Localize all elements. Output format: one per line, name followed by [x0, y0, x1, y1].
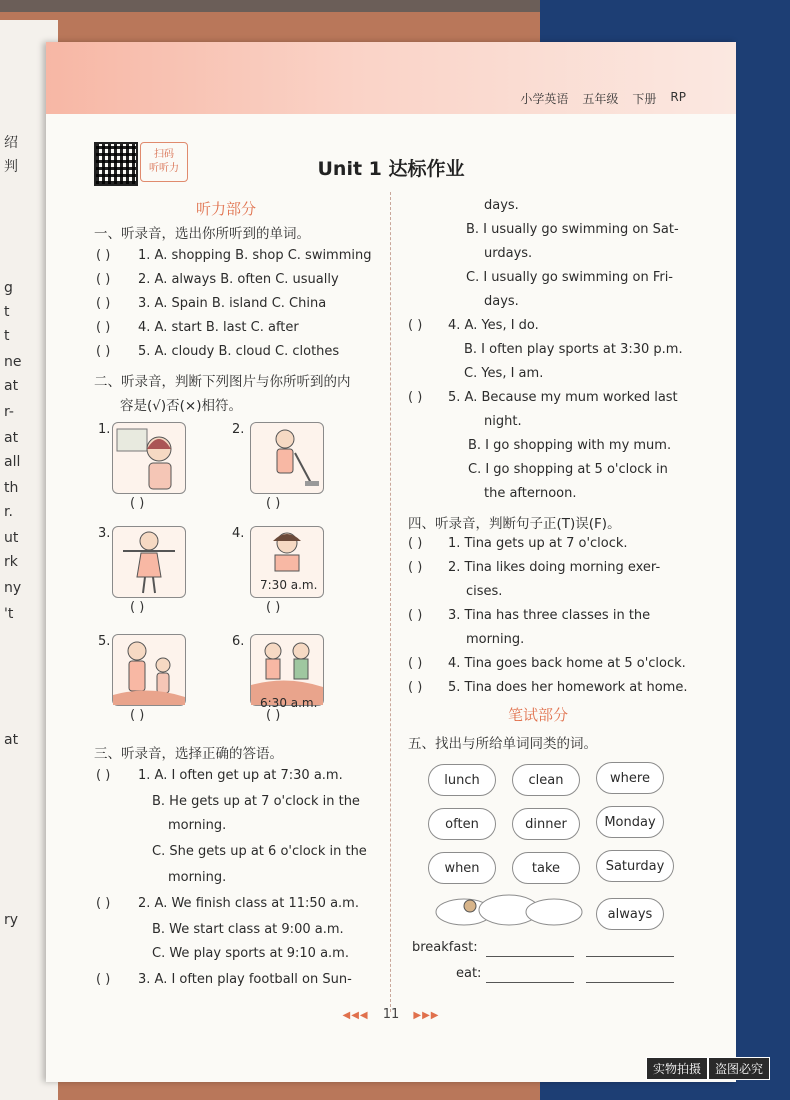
picture-teacher [112, 422, 186, 494]
sec4-line: morning. [466, 632, 525, 647]
answer-paren[interactable]: ( ) [408, 390, 423, 405]
answer-paren[interactable]: ( ) [130, 600, 145, 615]
picture-girl-mopping [250, 422, 324, 494]
left-fragment: at [4, 732, 19, 748]
two-kids-illustration [251, 635, 323, 705]
answer-paren[interactable]: ( ) [408, 536, 423, 551]
left-fragment: all [4, 454, 21, 470]
sec4-line: 3. Tina has three classes in the [448, 608, 651, 623]
q5-line: 5. A. Because my mum worked last [448, 390, 678, 405]
answer-blank[interactable] [486, 982, 574, 983]
word-cloud: where [596, 762, 664, 794]
left-fragment: 't [4, 606, 14, 622]
sec3-line: C. She gets up at 6 o'clock in the [152, 844, 367, 859]
picture-caption: 7:30 a.m. [260, 578, 318, 592]
picture-caption: 6:30 a.m. [260, 696, 318, 710]
word-cloud: always [596, 898, 664, 930]
answer-paren[interactable]: ( ) [266, 496, 281, 511]
sec5-heading: 五、找出与所给单词同类的词。 [408, 736, 597, 752]
picture-number: 6. [232, 634, 245, 649]
q3-line: days. [484, 294, 519, 309]
answer-paren[interactable]: ( ) [408, 608, 423, 623]
q5-line: the afternoon. [484, 486, 577, 501]
cloud-illustration [434, 892, 584, 926]
sec1-item: 5. A. cloudy B. cloud C. clothes [138, 344, 340, 359]
answer-paren[interactable]: ( ) [96, 296, 111, 311]
word-cloud: when [428, 852, 496, 884]
answer-paren[interactable]: ( ) [96, 896, 111, 911]
sec3-line: 2. A. We finish class at 11:50 a.m. [138, 896, 359, 911]
left-fragment: th [4, 480, 19, 496]
exercise-illustration [113, 527, 185, 597]
word-cloud: Monday [596, 806, 664, 838]
sec1-item: 1. A. shopping B. shop C. swimming [138, 248, 372, 263]
answer-paren[interactable]: ( ) [130, 496, 145, 511]
page-number: 11 [382, 1007, 400, 1022]
q5-line: C. I go shopping at 5 o'clock in [468, 462, 668, 477]
listening-section-title: 听力部分 [196, 200, 257, 218]
answer-paren[interactable]: ( ) [408, 680, 423, 695]
stamp-text: 盗图必究 [708, 1057, 770, 1080]
teacher-illustration [113, 423, 185, 493]
workbook-page [46, 42, 736, 1082]
answer-paren[interactable]: ( ) [408, 560, 423, 575]
word-cloud: take [512, 852, 580, 884]
answer-paren[interactable]: ( ) [96, 272, 111, 287]
picture-number: 4. [232, 526, 245, 541]
left-fragment: ry [4, 912, 19, 928]
left-fragment: ut [4, 530, 19, 546]
answer-paren[interactable]: ( ) [408, 656, 423, 671]
sec3-line: 3. A. I often play football on Sun- [138, 972, 352, 987]
page-footer [46, 1007, 736, 1022]
q5-line: night. [484, 414, 522, 429]
answer-paren[interactable]: ( ) [408, 318, 423, 333]
q4-line: 4. A. Yes, I do. [448, 318, 539, 333]
left-fragment: at [4, 430, 19, 446]
mopping-illustration [251, 423, 323, 493]
left-fragment: t [4, 328, 10, 344]
left-fragment: r- [4, 404, 14, 420]
picture-number: 3. [98, 526, 111, 541]
left-fragment: rk [4, 554, 18, 570]
picture-number: 5. [98, 634, 111, 649]
left-fragment: ny [4, 580, 22, 596]
left-fragment: 绍 [4, 135, 18, 151]
answer-paren[interactable]: ( ) [266, 600, 281, 615]
answer-label: eat: [456, 966, 482, 981]
sec3-heading: 三、听录音，选择正确的答语。 [94, 746, 283, 762]
word-cloud: dinner [512, 808, 580, 840]
page-title: Unit 1 达标作业 [317, 158, 465, 180]
prev-arrows-icon: ◀◀◀ [342, 1010, 369, 1021]
sec4-line: 4. Tina goes back home at 5 o'clock. [448, 656, 686, 671]
answer-paren[interactable]: ( ) [96, 248, 111, 263]
header-volume: 下册 [632, 92, 657, 106]
column-divider [390, 192, 391, 1012]
sec1-item: 4. A. start B. last C. after [138, 320, 299, 335]
sec1-item: 2. A. always B. often C. usually [138, 272, 339, 287]
answer-paren[interactable]: ( ) [130, 708, 145, 723]
mother-child-illustration [113, 635, 185, 705]
q3-line: C. I usually go swimming on Fri- [466, 270, 673, 285]
sec4-line: 1. Tina gets up at 7 o'clock. [448, 536, 628, 551]
sec2-heading-cont: 容是(√)否(×)相符。 [120, 398, 242, 414]
q4-line: C. Yes, I am. [464, 366, 544, 381]
picture-number: 1. [98, 422, 111, 437]
header-subject: 小学英语 [520, 92, 569, 106]
left-fragment: g [4, 280, 13, 296]
picture-mother-child [112, 634, 186, 706]
answer-paren[interactable]: ( ) [96, 320, 111, 335]
sec3-line: B. He gets up at 7 o'clock in the [152, 794, 360, 809]
left-fragment: r. [4, 504, 13, 520]
word-cloud: clean [512, 764, 580, 796]
header-grade: 五年级 [582, 92, 619, 106]
q5-line: B. I go shopping with my mum. [468, 438, 672, 453]
writing-section-title: 笔试部分 [508, 706, 569, 724]
sec1-heading: 一、听录音，选出你所听到的单词。 [94, 226, 310, 242]
word-cloud: Saturday [596, 850, 674, 882]
answer-blank[interactable] [586, 982, 674, 983]
q4-line: B. I often play sports at 3:30 p.m. [464, 342, 683, 357]
sec1-item: 3. A. Spain B. island C. China [138, 296, 327, 311]
answer-paren[interactable]: ( ) [96, 344, 111, 359]
sec4-line: cises. [466, 584, 503, 599]
answer-paren[interactable]: ( ) [266, 708, 281, 723]
badge-line: 听听力 [149, 163, 179, 174]
left-fragment: 判 [4, 159, 18, 175]
header-edition: RP [670, 90, 686, 104]
answer-label: breakfast: [412, 940, 478, 955]
answer-blank[interactable] [486, 956, 574, 957]
q3-line: B. I usually go swimming on Sat- [466, 222, 679, 237]
header-band [46, 42, 736, 114]
sec3-line: morning. [168, 818, 227, 833]
left-fragment: at [4, 378, 19, 394]
answer-paren[interactable]: ( ) [96, 768, 111, 783]
next-arrows-icon: ▶▶▶ [413, 1010, 440, 1021]
q3-line: urdays. [484, 246, 533, 261]
badge-line: 扫码 [154, 149, 174, 160]
picture-girl-exercise [112, 526, 186, 598]
sec2-heading: 二、听录音，判断下列图片与你所听到的内 [94, 374, 351, 390]
q3-line: days. [484, 198, 519, 213]
word-cloud: often [428, 808, 496, 840]
stamp-text: 实物拍摄 [646, 1057, 708, 1080]
sec4-line: 5. Tina does her homework at home. [448, 680, 688, 695]
sec3-line: C. We play sports at 9:10 a.m. [152, 946, 349, 961]
answer-paren[interactable]: ( ) [96, 972, 111, 987]
header-info [520, 90, 686, 107]
sec3-line: morning. [168, 870, 227, 885]
sec3-line: B. We start class at 9:00 a.m. [152, 922, 344, 937]
sec4-heading: 四、听录音，判断句子正(T)误(F)。 [408, 516, 621, 532]
word-cloud: lunch [428, 764, 496, 796]
left-fragment: ne [4, 354, 22, 370]
sec3-line: 1. A. I often get up at 7:30 a.m. [138, 768, 343, 783]
watermark-stamp [646, 1057, 770, 1080]
picture-number: 2. [232, 422, 245, 437]
sec4-line: 2. Tina likes doing morning exer- [448, 560, 661, 575]
answer-blank[interactable] [586, 956, 674, 957]
decorative-clouds [434, 892, 584, 926]
left-fragment: t [4, 304, 10, 320]
